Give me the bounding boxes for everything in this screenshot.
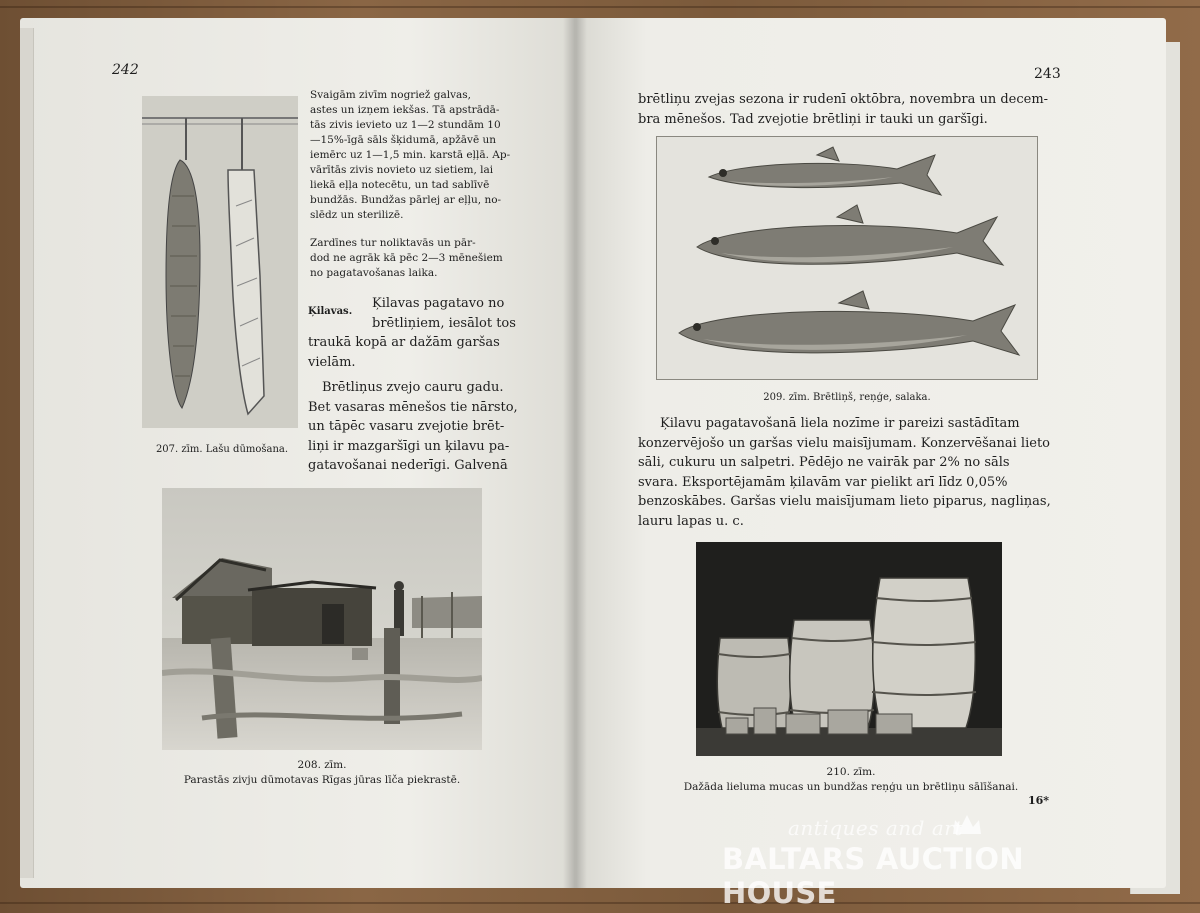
watermark-tagline: antiques and art — [788, 816, 963, 840]
text-line: liekā eļļa notecētu, un tad sablīvē — [310, 179, 490, 191]
text-line: Svaigām zivīm nogriež galvas, — [310, 89, 472, 101]
text-line: un tāpēc vasaru zvejotie brēt- — [308, 419, 505, 434]
left-para1 — [310, 88, 560, 223]
left-page-number: 242 — [112, 62, 139, 78]
text-line: gatavošanai nederīgi. Galvenā — [308, 458, 508, 473]
left-para3-a — [372, 294, 562, 333]
text-line: bra mēnešos. Tad zvejotie brētliņi ir tauki un garšīgi. — [638, 111, 988, 127]
text-line: Brētliņus zvejo cauru gadu. — [322, 380, 504, 395]
fig210-number: 210. zīm. — [826, 766, 876, 778]
text-line: Ķilavas pagatavo no — [372, 296, 505, 311]
text-line: bundžās. Bundžas pārlej ar eļļu, no- — [310, 194, 502, 206]
left-para2 — [310, 236, 560, 281]
book-gutter — [563, 18, 587, 888]
right-para1 — [638, 90, 1108, 129]
text-line: Bet vasaras mēnešos tie nārsto, — [308, 399, 518, 415]
text-line: liņi ir mazgaršīgi un ķilavu pa- — [308, 438, 510, 454]
text-line: vielām. — [308, 354, 356, 370]
fig208-caption: Parastās zivju dūmotavas Rīgas jūras līča piekrastē. — [183, 774, 461, 786]
fig209-caption: 209. zīm. Brētliņš, reņģe, salaka. — [763, 392, 931, 403]
text-line: iemērc uz 1—1,5 min. karstā eļļā. Ap- — [310, 149, 511, 161]
text-line: svara. Eksportējamām ķilavām var pielikt arī līdz 0,05% — [638, 474, 1008, 490]
right-para2 — [638, 414, 1118, 531]
text-line: benzoskābes. Garšas vielu maisījumam lieto piparus, nagliņas, — [638, 494, 1051, 509]
fig207-caption: 207. zīm. Lašu dūmošana. — [155, 444, 289, 455]
side-heading-kilavas: Ķilavas. — [308, 306, 353, 317]
signature-mark: 16* — [1028, 794, 1050, 807]
fig209-photo — [656, 136, 1038, 380]
text-line: dod ne agrāk kā pēc 2—3 mēnešiem — [310, 252, 503, 264]
right-page — [576, 18, 1166, 888]
left-para4 — [308, 378, 568, 476]
fig208-number: 208. zīm. — [297, 759, 347, 771]
text-line: sāli, cukuru un salpetri. Pēdējo ne vairāk par 2% no sāls — [638, 455, 1010, 470]
text-line: vārītās zivis novieto uz sietiem, lai — [310, 164, 494, 176]
text-line: brētliņu zvejas sezona ir rudenī oktōbra, novembra un decem- — [638, 92, 1049, 107]
text-line: —15%-īgā sāls šķidumā, apžāvē un — [310, 134, 497, 146]
fig207-photo — [142, 96, 298, 428]
fig208-photo — [162, 488, 482, 750]
text-line: astes un izņem iekšas. Tā apstrādā- — [310, 104, 500, 116]
text-line: Zardīnes tur noliktavās un pār- — [310, 237, 476, 249]
text-line: tās zivis ievieto uz 1—2 stundām 10 — [310, 119, 501, 131]
text-line: brētliņiem, iesālot tos — [372, 315, 516, 331]
text-line: Ķilavu pagatavošanā liela nozīme ir pareizi sastādītam — [660, 416, 1020, 431]
left-page — [20, 18, 576, 888]
text-line: lauru lapas u. c. — [638, 513, 744, 529]
watermark-name: BALTARS AUCTION HOUSE — [722, 842, 1024, 910]
left-page-edge — [20, 28, 34, 878]
fig210-photo — [696, 542, 1002, 756]
auction-watermark — [718, 812, 1128, 910]
text-line: traukā kopā ar dažām garšas — [308, 335, 500, 350]
right-page-number: 243 — [1034, 66, 1061, 82]
left-para3-b — [308, 333, 563, 372]
text-line: no pagatavošanas laika. — [310, 267, 438, 279]
fig210-caption: Dažāda lieluma mucas un bundžas reņģu un brētliņu sālīšanai. — [683, 781, 1019, 793]
text-line: slēdz un sterilizē. — [310, 209, 404, 221]
text-line: konzervējošo un garšas vielu maisījumam. Konzervēšanai lieto — [638, 435, 1050, 451]
open-book — [10, 18, 1180, 898]
